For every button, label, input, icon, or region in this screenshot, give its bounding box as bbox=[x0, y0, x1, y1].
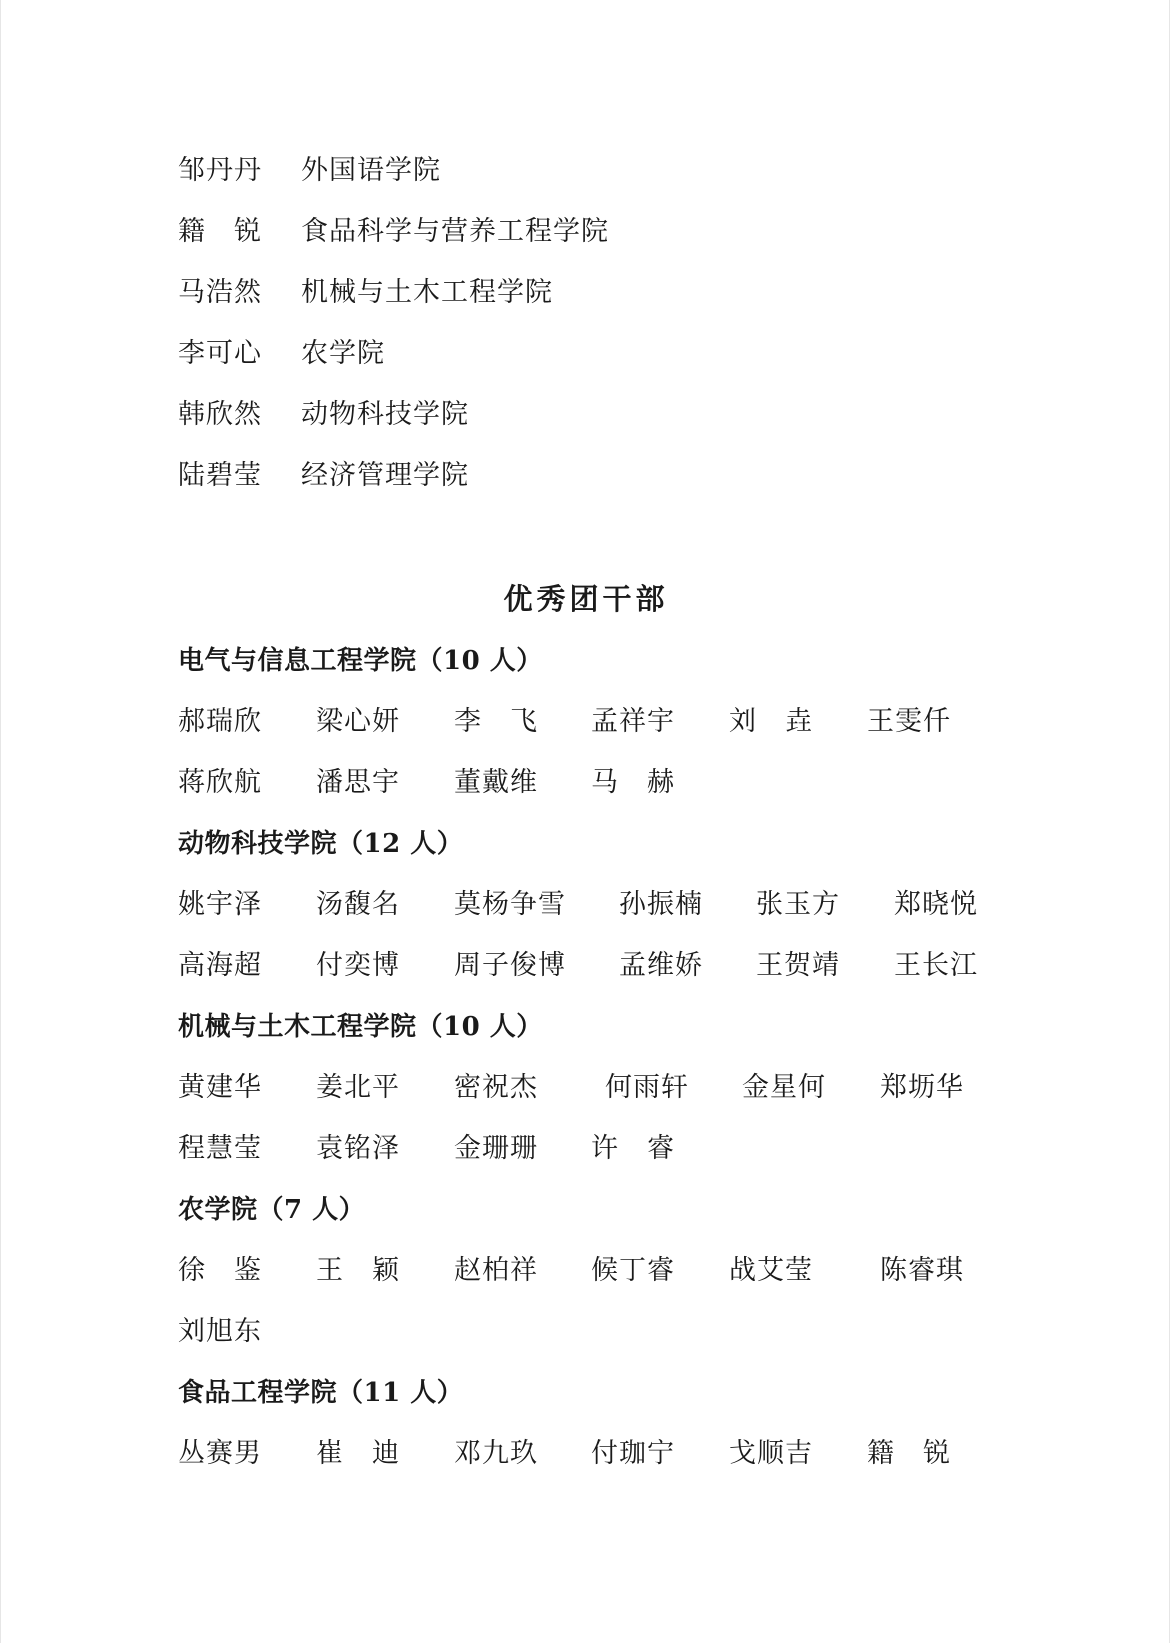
member-name: 马 赫 bbox=[591, 767, 675, 798]
member-name: 黄建华 bbox=[178, 1072, 262, 1103]
person-name: 陆碧莹 bbox=[178, 460, 262, 491]
member-name: 刘 垚 bbox=[729, 706, 813, 737]
member-name: 邓九玖 bbox=[454, 1438, 538, 1469]
member-name: 袁铭泽 bbox=[316, 1133, 400, 1164]
member-name: 蒋欣航 bbox=[178, 767, 262, 798]
member-name: 战艾莹 bbox=[729, 1255, 813, 1286]
member-name: 郝瑞欣 bbox=[178, 706, 262, 737]
member-name: 候丁睿 bbox=[591, 1255, 675, 1286]
member-name: 徐 鉴 bbox=[178, 1255, 262, 1286]
member-name: 姚宇泽 bbox=[178, 889, 262, 920]
member-name: 丛赛男 bbox=[178, 1438, 262, 1469]
member-name: 董戴维 bbox=[454, 767, 538, 798]
member-name: 王贺靖 bbox=[756, 950, 840, 981]
member-name: 金星何 bbox=[742, 1072, 826, 1103]
member-name: 何雨轩 bbox=[605, 1072, 689, 1103]
person-name: 籍 锐 bbox=[178, 216, 262, 247]
group-heading: 食品工程学院（11 人） bbox=[178, 1378, 464, 1408]
member-name: 姜北平 bbox=[316, 1072, 400, 1103]
member-name: 金珊珊 bbox=[454, 1133, 538, 1164]
college-name: 农学院 bbox=[301, 338, 385, 369]
group-heading: 机械与土木工程学院（10 人） bbox=[178, 1012, 543, 1042]
member-name: 籍 锐 bbox=[867, 1438, 951, 1469]
member-name: 崔 迪 bbox=[316, 1438, 400, 1469]
member-name: 莫杨争雪 bbox=[454, 889, 566, 920]
college-name: 经济管理学院 bbox=[301, 460, 469, 491]
member-name: 王 颖 bbox=[316, 1255, 400, 1286]
member-name: 梁心妍 bbox=[316, 706, 400, 737]
member-name: 许 睿 bbox=[591, 1133, 675, 1164]
person-name: 马浩然 bbox=[178, 277, 262, 308]
member-name: 郑晓悦 bbox=[894, 889, 978, 920]
member-name: 付珈宁 bbox=[591, 1438, 675, 1469]
member-name: 李 飞 bbox=[454, 706, 538, 737]
member-name: 刘旭东 bbox=[178, 1316, 262, 1347]
member-name: 孙振楠 bbox=[619, 889, 703, 920]
person-name: 李可心 bbox=[178, 338, 262, 369]
member-name: 王长江 bbox=[894, 950, 978, 981]
person-name: 邹丹丹 bbox=[178, 155, 262, 186]
member-name: 密祝杰 bbox=[454, 1072, 538, 1103]
group-heading: 动物科技学院（12 人） bbox=[178, 829, 464, 859]
college-name: 食品科学与营养工程学院 bbox=[301, 216, 609, 247]
member-name: 戈顺吉 bbox=[729, 1438, 813, 1469]
member-name: 潘思宇 bbox=[316, 767, 400, 798]
group-heading: 电气与信息工程学院（10 人） bbox=[178, 646, 543, 676]
member-name: 孟祥宇 bbox=[591, 706, 675, 737]
member-name: 郑坜华 bbox=[880, 1072, 964, 1103]
member-name: 汤馥名 bbox=[316, 889, 400, 920]
person-name: 韩欣然 bbox=[178, 399, 262, 430]
college-name: 动物科技学院 bbox=[301, 399, 469, 430]
member-name: 程慧莹 bbox=[178, 1133, 262, 1164]
section-title: 优秀团干部 bbox=[503, 582, 669, 616]
member-name: 陈睿琪 bbox=[880, 1255, 964, 1286]
group-heading: 农学院（7 人） bbox=[178, 1195, 366, 1225]
college-name: 机械与土木工程学院 bbox=[301, 277, 553, 308]
member-name: 赵柏祥 bbox=[454, 1255, 538, 1286]
member-name: 张玉方 bbox=[756, 889, 840, 920]
member-name: 周子俊博 bbox=[454, 950, 566, 981]
college-name: 外国语学院 bbox=[301, 155, 441, 186]
member-name: 高海超 bbox=[178, 950, 262, 981]
member-name: 孟维娇 bbox=[619, 950, 703, 981]
member-name: 王雯仟 bbox=[867, 706, 951, 737]
member-name: 付奕博 bbox=[316, 950, 400, 981]
